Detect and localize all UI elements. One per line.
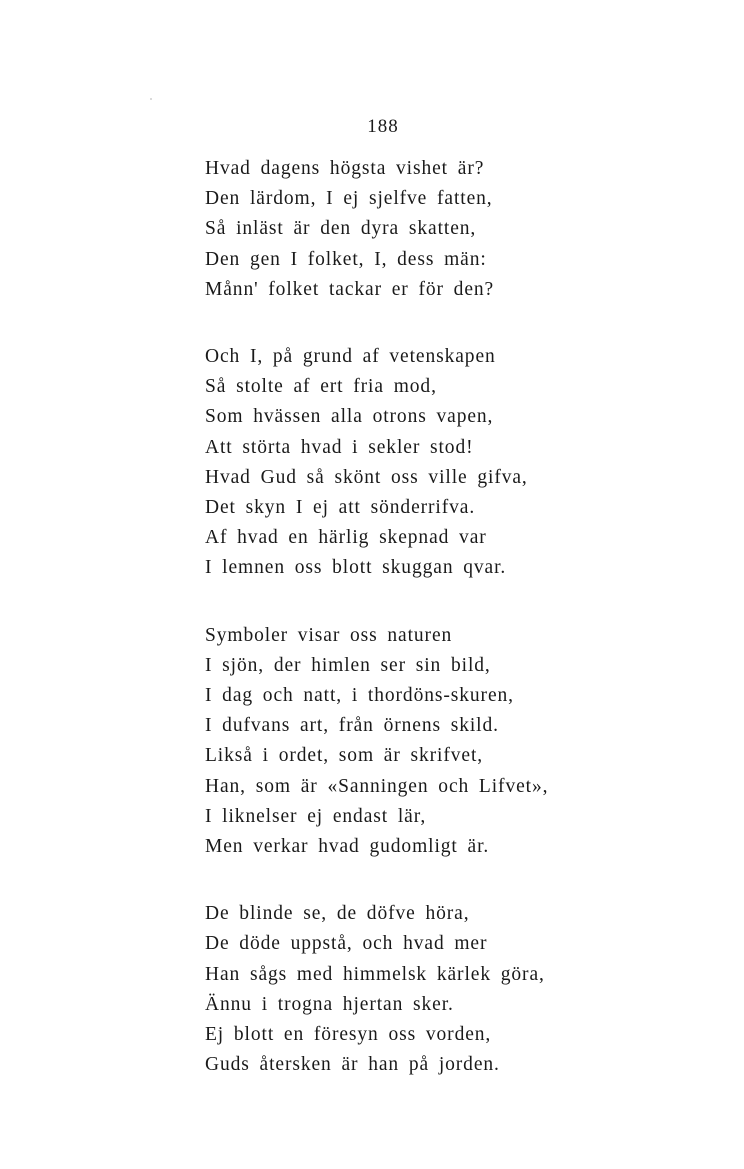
paper-speck [150,98,152,100]
poem-line: Af hvad en härlig skepnad var [205,527,487,549]
poem-line: De döde uppstå, och hvad mer [205,933,488,955]
poem-line: I sjön, der himlen ser sin bild, [205,654,491,676]
poem [205,154,725,1080]
poem-line: I dag och natt, i thordöns-skuren, [205,685,514,707]
stanza-2 [205,342,725,584]
stanza-4 [205,899,725,1080]
poem-line: Att störta hvad i sekler stod! [205,436,474,458]
poem-line: Hvad dagens högsta vishet är? [205,158,485,179]
poem-line: Hvad Gud så skönt oss ville gifva, [205,466,528,488]
poem-line: De blinde se, de döfve höra, [205,903,470,925]
poem-line: Guds återsken är han på jorden. [205,1054,500,1076]
poem-line: Det skyn I ej att sönderrifva. [205,497,476,519]
poem-line: Så inläst är den dyra skatten, [205,218,477,240]
poem-line: Och I, på grund af vetenskapen [205,346,496,368]
poem-line: Den gen I folket, I, dess män: [205,248,487,270]
poem-line: Men verkar hvad gudomligt är. [205,836,490,858]
poem-line: Den lärdom, I ej sjelfve fatten, [205,188,493,210]
poem-line: I lemnen oss blott skuggan qvar. [205,557,507,579]
page-number: 188 [367,116,399,137]
poem-line: Han sågs med himmelsk kärlek göra, [205,963,545,985]
poem-line: Ej blott en föresyn oss vorden, [205,1024,492,1046]
poem-line: Månn' folket tackar er för den? [205,278,495,300]
poem-line: Likså i ordet, som är skrifvet, [205,745,484,767]
stanza-1 [205,154,725,305]
poem-line: Så stolte af ert fria mod, [205,376,437,398]
poem-line: Som hvässen alla otrons vapen, [205,406,494,428]
poem-line: I dufvans art, från örnens skild. [205,715,499,737]
stanza-3 [205,621,725,863]
poem-line: Ännu i trogna hjertan sker. [205,993,454,1015]
poem-line: I liknelser ej endast lär, [205,805,427,827]
poem-line: Han, som är «Sanningen och Lifvet», [205,775,549,797]
poem-line: Symboler visar oss naturen [205,624,453,646]
